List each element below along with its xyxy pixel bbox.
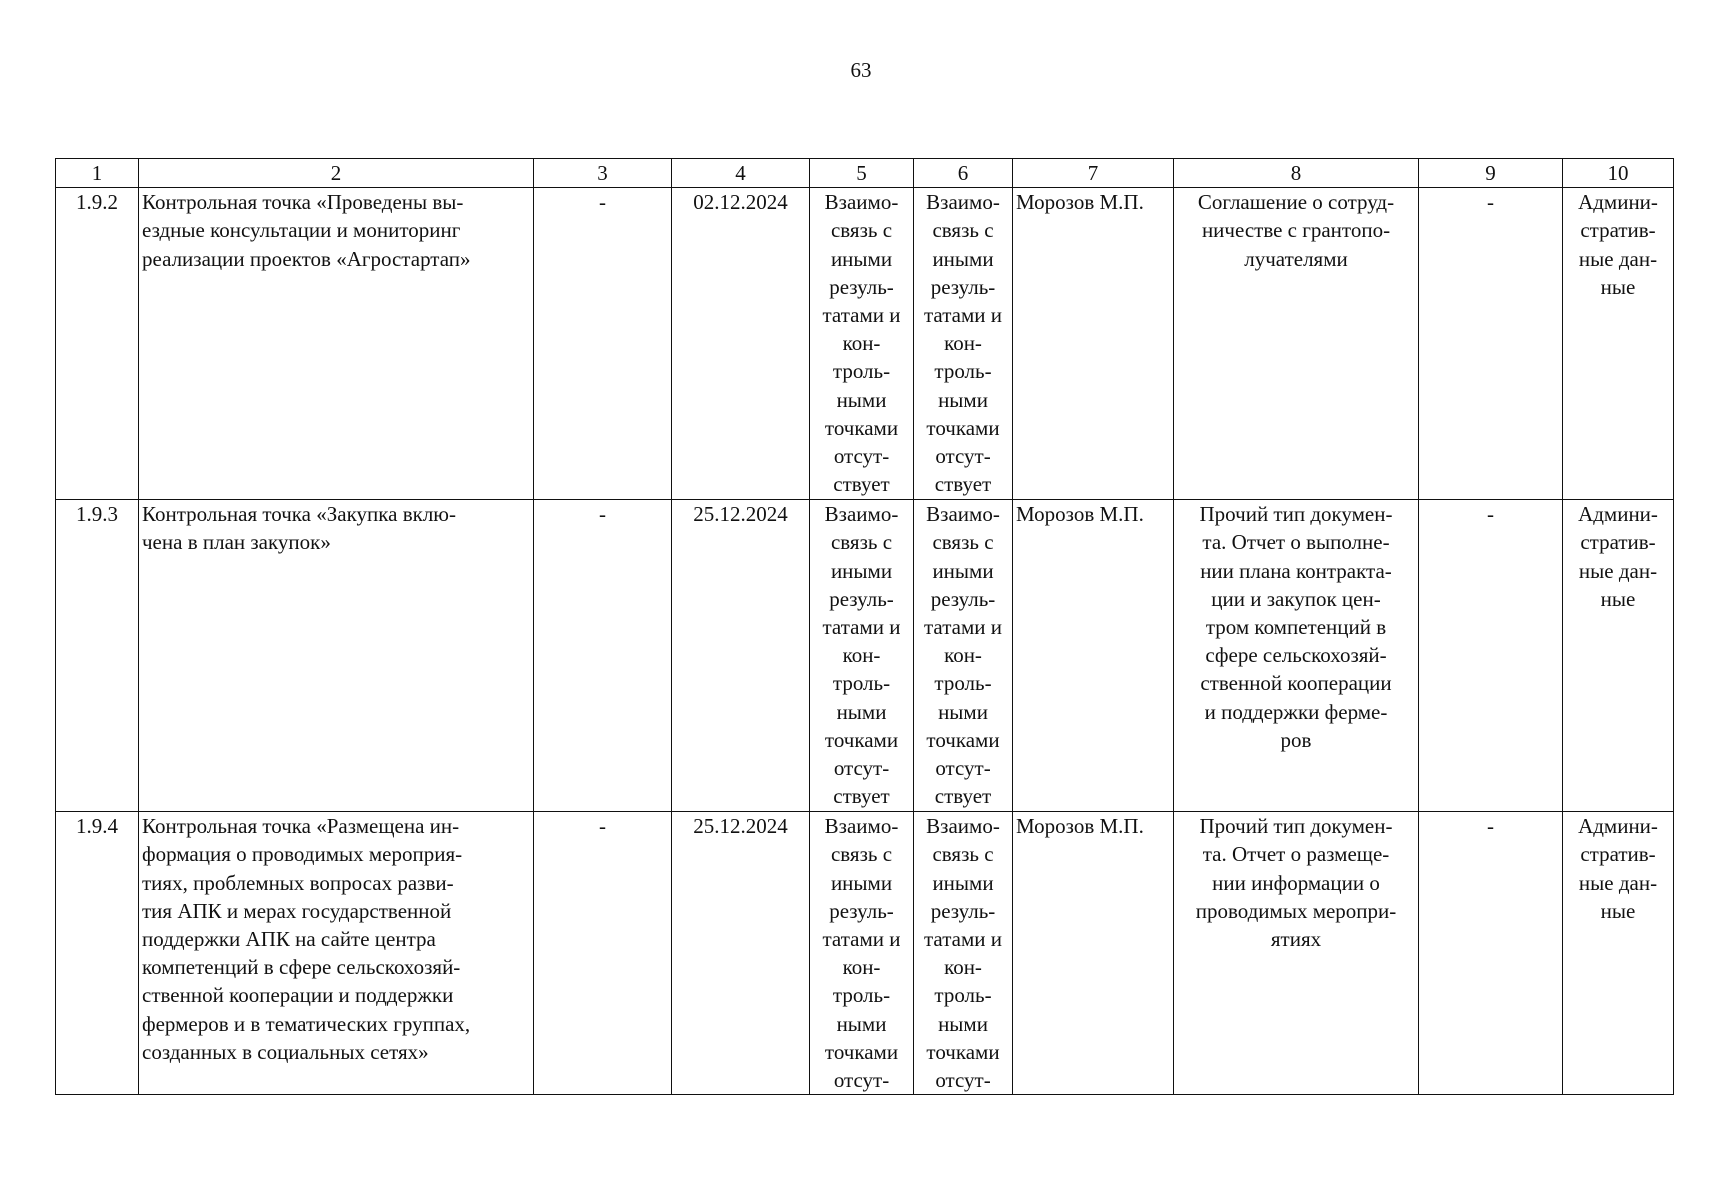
links-previous: Взаимо- связь с иными резуль- татами и кон- троль- ными точками отсут- ствует: [810, 188, 914, 500]
links-next: Взаимо- связь с иными резуль- татами и кон- троль- ными точками отсут- ствует: [914, 188, 1013, 500]
data-source: Админи- стратив- ные дан- ные: [1563, 500, 1674, 812]
control-point-name: Контрольная точка «Закупка вклю- чена в план закупок»: [139, 500, 534, 812]
due-date: 02.12.2024: [672, 188, 810, 500]
column-9-value: -: [1419, 500, 1563, 812]
links-previous: Взаимо- связь с иными резуль- татами и кон- троль- ными точками отсут- ствует: [810, 500, 914, 812]
column-header: 8: [1174, 159, 1419, 188]
column-3-value: -: [534, 188, 672, 500]
column-header: 10: [1563, 159, 1674, 188]
document-table: [55, 158, 1674, 1095]
due-date: 25.12.2024: [672, 812, 810, 1095]
table-header-row: [56, 159, 1674, 188]
links-previous: Взаимо- связь с иными резуль- татами и кон- троль- ными точками отсут-: [810, 812, 914, 1095]
column-header: 2: [139, 159, 534, 188]
links-next: Взаимо- связь с иными резуль- татами и кон- троль- ными точками отсут- ствует: [914, 500, 1013, 812]
table-row: [56, 812, 1674, 1095]
row-number: 1.9.3: [56, 500, 139, 812]
column-3-value: -: [534, 812, 672, 1095]
column-header: 1: [56, 159, 139, 188]
links-next: Взаимо- связь с иными резуль- татами и кон- троль- ными точками отсут-: [914, 812, 1013, 1095]
document-type: Прочий тип докумен- та. Отчет о выполне- нии плана контракта- ции и закупок цен- тром компетенций в сфере сельскохозяй- ственной кооперации и поддержки ферме- ров: [1174, 500, 1419, 812]
table-row: [56, 500, 1674, 812]
column-9-value: -: [1419, 812, 1563, 1095]
column-header: 7: [1013, 159, 1174, 188]
column-header: 5: [810, 159, 914, 188]
column-header: 4: [672, 159, 810, 188]
control-point-name: Контрольная точка «Размещена ин- формация о проводимых мероприя- тиях, проблемных вопросах разви- тия АПК и мерах государственной поддержки АПК на сайте центра компетенций в сфере сельскохозяй- ственной кооперации и поддержки фермеров и в тематических группах, созданных в социальных сетях»: [139, 812, 534, 1095]
page-number: 63: [850, 58, 872, 82]
column-9-value: -: [1419, 188, 1563, 500]
responsible-person: Морозов М.П.: [1013, 500, 1174, 812]
responsible-person: Морозов М.П.: [1013, 188, 1174, 500]
document-type: Соглашение о сотруд- ничестве с грантопо- лучателями: [1174, 188, 1419, 500]
column-header: 3: [534, 159, 672, 188]
data-source: Админи- стратив- ные дан- ные: [1563, 812, 1674, 1095]
responsible-person: Морозов М.П.: [1013, 812, 1174, 1095]
control-point-name: Контрольная точка «Проведены вы- ездные консультации и мониторинг реализации проектов «Агростартап»: [139, 188, 534, 500]
column-header: 6: [914, 159, 1013, 188]
table-row: [56, 188, 1674, 500]
row-number: 1.9.4: [56, 812, 139, 1095]
column-header: 9: [1419, 159, 1563, 188]
column-3-value: -: [534, 500, 672, 812]
row-number: 1.9.2: [56, 188, 139, 500]
data-source: Админи- стратив- ные дан- ные: [1563, 188, 1674, 500]
document-type: Прочий тип докумен- та. Отчет о размеще- нии информации о проводимых меропри- ятиях: [1174, 812, 1419, 1095]
due-date: 25.12.2024: [672, 500, 810, 812]
